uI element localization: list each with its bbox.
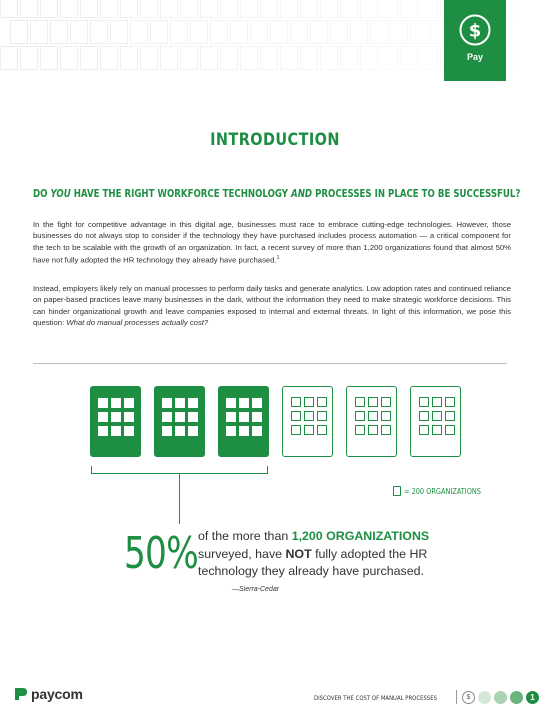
grid-cell <box>280 46 298 70</box>
grid-cell <box>260 46 278 70</box>
page-navigation <box>462 691 539 704</box>
nav-dot[interactable] <box>510 691 523 704</box>
building-window <box>368 425 378 435</box>
building-window <box>124 412 134 422</box>
building-window <box>381 425 391 435</box>
grid-cell <box>390 20 408 44</box>
grid-cell <box>210 20 228 44</box>
grid-cell <box>80 0 98 18</box>
building-window <box>175 412 185 422</box>
building-icon-outline <box>346 386 397 457</box>
grid-cell <box>0 46 18 70</box>
grid-cell <box>320 0 338 18</box>
grid-cell <box>20 0 38 18</box>
building-window <box>419 411 429 421</box>
nav-dot[interactable] <box>494 691 507 704</box>
grid-cell <box>360 0 378 18</box>
legend-text: = 200 ORGANIZATIONS <box>404 486 481 496</box>
building-window <box>239 412 249 422</box>
grid-cell <box>380 46 398 70</box>
building-window <box>124 426 134 436</box>
building-window <box>111 412 121 422</box>
filled-group-bracket <box>91 466 268 474</box>
grid-cell <box>420 46 438 70</box>
grid-cell <box>370 20 388 44</box>
building-window <box>317 425 327 435</box>
building-window <box>419 397 429 407</box>
grid-cell <box>240 46 258 70</box>
pay-tab-label: Pay <box>466 52 483 62</box>
grid-cell <box>100 46 118 70</box>
building-window <box>111 426 121 436</box>
grid-cell <box>310 20 328 44</box>
grid-cell <box>180 0 198 18</box>
building-window <box>252 412 262 422</box>
page-number: 1 <box>526 691 539 704</box>
building-icon-outline <box>410 386 461 457</box>
grid-cell <box>410 20 428 44</box>
grid-cell <box>100 0 118 18</box>
building-window <box>304 425 314 435</box>
grid-cell <box>40 46 58 70</box>
grid-cell <box>190 20 208 44</box>
grid-cell <box>60 46 78 70</box>
grid-cell <box>220 0 238 18</box>
grid-cell <box>20 46 38 70</box>
building-icon <box>393 486 401 496</box>
grid-cell <box>280 0 298 18</box>
grid-cell <box>90 20 108 44</box>
grid-cell <box>130 20 148 44</box>
building-window <box>188 426 198 436</box>
grid-cell <box>250 20 268 44</box>
grid-cell <box>30 20 48 44</box>
grid-cell <box>400 46 418 70</box>
background-grid-pattern <box>0 0 520 70</box>
grid-cell <box>120 46 138 70</box>
dollar-icon <box>459 14 491 46</box>
building-window <box>381 411 391 421</box>
building-window <box>239 398 249 408</box>
nav-dot[interactable] <box>478 691 491 704</box>
grid-cell <box>40 0 58 18</box>
dollar-icon[interactable]: $ <box>462 691 475 704</box>
footer-document-title: DISCOVER THE COST OF MANUAL PROCESSES <box>314 694 437 702</box>
building-window <box>124 398 134 408</box>
grid-cell <box>10 20 28 44</box>
grid-cell <box>180 46 198 70</box>
grid-cell <box>120 0 138 18</box>
paycom-logo-icon <box>14 687 28 701</box>
grid-cell <box>50 20 68 44</box>
grid-cell <box>80 46 98 70</box>
building-window <box>239 426 249 436</box>
section-divider <box>33 363 507 364</box>
building-window <box>98 426 108 436</box>
grid-cell <box>360 46 378 70</box>
stat-source: —Sierra-Cedar <box>232 586 280 593</box>
building-window <box>188 412 198 422</box>
intro-paragraph-1: In the fight for competitive advantage in this digital age, businesses must race to embrace cutting-edge technologies. However, those businesses do not always stop to consider if the technology they have purchased includes process automation — a critical component for the tech to be scalable with the growth of an organization. In fact, a recent survey of more than 1,200 organizations found that almost 50% have not fully adopted the HR technology they already have purchased.$^1$ <box>33 220 511 265</box>
building-window <box>291 411 301 421</box>
building-window <box>226 426 236 436</box>
grid-cell <box>230 20 248 44</box>
building-window <box>188 398 198 408</box>
building-window <box>355 411 365 421</box>
building-icon-outline <box>282 386 333 457</box>
building-window <box>355 425 365 435</box>
building-icon-filled <box>90 386 141 457</box>
building-window <box>445 397 455 407</box>
building-window <box>226 412 236 422</box>
building-window <box>432 397 442 407</box>
building-window <box>432 411 442 421</box>
building-window <box>162 412 172 422</box>
grid-cell <box>220 46 238 70</box>
pay-section-tab[interactable] <box>444 0 506 81</box>
bracket-connector-line <box>179 474 180 524</box>
stat-description: of the more than 1,200 ORGANIZATIONS surveyed, have NOT fully adopted the HR technology they already have purchased. <box>198 529 430 578</box>
footer-separator <box>456 690 457 704</box>
paycom-logo[interactable] <box>14 686 83 702</box>
page-title: INTRODUCTION <box>210 130 340 150</box>
grid-cell <box>200 0 218 18</box>
building-window <box>419 425 429 435</box>
grid-cell <box>300 0 318 18</box>
grid-cell <box>400 0 418 18</box>
building-window <box>291 425 301 435</box>
grid-cell <box>110 20 128 44</box>
grid-cell <box>350 20 368 44</box>
building-window <box>445 411 455 421</box>
building-window <box>226 398 236 408</box>
intro-paragraph-2: Instead, employers likely rely on manual processes to perform daily tasks and generate analytics. Low adoption rates and continued reliance on paper-based practices leave many businesses in the dark, without the information they need to make strategic workforce decisions. This can hinder organizational growth and leave companies exposed to internal and external threats. In light of this information, we pose this question: What do manual processes actually cost? <box>33 284 511 328</box>
grid-cell <box>140 0 158 18</box>
building-window <box>304 397 314 407</box>
grid-cell <box>260 0 278 18</box>
building-window <box>317 397 327 407</box>
grid-cell <box>320 46 338 70</box>
grid-cell <box>160 46 178 70</box>
building-icon-filled <box>218 386 269 457</box>
svg-text:$: $ <box>468 20 482 42</box>
building-window <box>381 397 391 407</box>
building-window <box>445 425 455 435</box>
building-window <box>111 398 121 408</box>
brand-name: paycom <box>31 686 83 702</box>
building-window <box>304 411 314 421</box>
building-window <box>252 426 262 436</box>
grid-cell <box>70 20 88 44</box>
grid-cell <box>340 46 358 70</box>
infographic-legend <box>393 486 498 496</box>
building-window <box>98 412 108 422</box>
grid-cell <box>380 0 398 18</box>
grid-cell <box>300 46 318 70</box>
footnote-marker: 1 <box>276 255 280 262</box>
grid-cell <box>290 20 308 44</box>
building-window <box>252 398 262 408</box>
grid-cell <box>200 46 218 70</box>
building-icon-filled <box>154 386 205 457</box>
building-window <box>432 425 442 435</box>
building-window <box>355 397 365 407</box>
grid-cell <box>60 0 78 18</box>
grid-cell <box>160 0 178 18</box>
building-window <box>368 411 378 421</box>
grid-cell <box>140 46 158 70</box>
grid-cell <box>0 0 18 18</box>
grid-cell <box>240 0 258 18</box>
grid-cell <box>150 20 168 44</box>
grid-cell <box>330 20 348 44</box>
building-window <box>162 398 172 408</box>
grid-cell <box>170 20 188 44</box>
building-window <box>175 398 185 408</box>
grid-cell <box>270 20 288 44</box>
building-window <box>162 426 172 436</box>
section-subheading: DO YOU HAVE THE RIGHT WORKFORCE TECHNOLOGY AND PROCESSES IN PLACE TO BE SUCCESSFUL? <box>33 188 521 200</box>
building-window <box>98 398 108 408</box>
grid-cell <box>420 0 438 18</box>
grid-cell <box>340 0 358 18</box>
stat-percent: 50% <box>124 528 198 579</box>
building-window <box>368 397 378 407</box>
building-window <box>175 426 185 436</box>
building-window <box>291 397 301 407</box>
grid-cell <box>510 20 520 44</box>
building-window <box>317 411 327 421</box>
